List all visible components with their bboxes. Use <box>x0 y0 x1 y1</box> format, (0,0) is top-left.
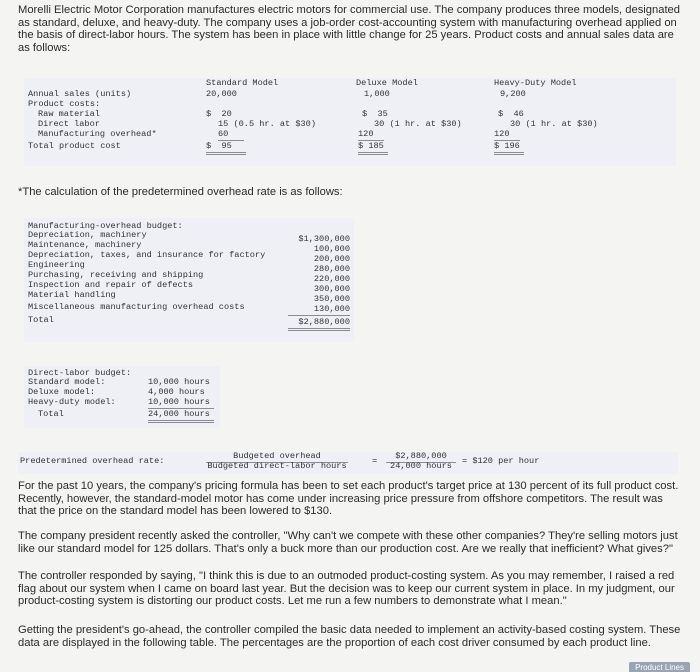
overhead-budget <box>24 218 354 342</box>
row-label: Manufacturing overhead* <box>38 129 157 139</box>
budget-item: Depreciation, taxes, and insurance for factory <box>28 250 266 260</box>
budget-item: Purchasing, receiving and shipping <box>28 270 204 280</box>
header-deluxe: Deluxe Model <box>356 78 418 88</box>
overhead-rate <box>18 452 678 474</box>
paragraph-controller: The controller responded by saying, "I think this is due to an outmoded product-costing system. As you may remember, I raised a red flag about our system when I came on board last year. But the decision was to keep our current system in place. In my judgment, our product-costing system is distorting our product costs. Let me run a few numbers to demonstrate what I mean." <box>18 570 675 608</box>
rate-den-value: 24,000 hours <box>390 461 452 471</box>
budget-value: $1,300,000 <box>298 234 350 244</box>
cell: 30 (1 hr. at $30) <box>374 119 462 129</box>
budget-value: 200,000 <box>313 254 350 264</box>
budget-total-label: Total <box>28 315 54 325</box>
cell: $ 46 <box>498 109 524 119</box>
rate-denominator: Budgeted direct-labor hours <box>207 461 347 471</box>
overhead-title: Manufacturing-overhead budget: <box>28 221 183 231</box>
budget-item: Miscellaneous manufacturing overhead costs <box>28 302 245 312</box>
header-standard: Standard Model <box>206 78 279 88</box>
product-lines-header: Product Lines <box>629 662 690 672</box>
budget-total-value: $2,880,000 <box>288 318 350 331</box>
labor-item: Heavy-duty model: <box>28 397 116 407</box>
budget-value: 100,000 <box>313 244 350 254</box>
budget-value: 220,000 <box>313 274 350 284</box>
cell: $ 196 <box>494 142 524 155</box>
intro-paragraph: Morelli Electric Motor Corporation manufactures electric motors for commercial use. The company produces three models, designated as standard, deluxe, and heavy-duty. The company uses a job-order cost-accounting system with manufacturing overhead applied on the basis of direct-labor hours. The system has been in place with little change for 25 years. Product costs and annual sales data are as follows: <box>18 4 681 54</box>
cell: 15 (0.5 hr. at $30) <box>218 119 316 129</box>
labor-budget <box>24 366 220 428</box>
cell: $ 35 <box>362 109 388 119</box>
rate-label: Predetermined overhead rate: <box>20 456 165 466</box>
cell: 9,200 <box>500 89 526 99</box>
paragraph-abc: Getting the president's go-ahead, the controller compiled the basic data needed to implement an activity-based costing system. These data are displayed in the following table. The percentages are the proportion of each cost driver consumed by each product line. <box>18 624 681 649</box>
cell: $ 20 <box>206 109 232 119</box>
budget-value: 300,000 <box>313 284 350 294</box>
labor-value: 10,000 hours <box>148 377 210 387</box>
budget-item: Material handling <box>28 290 116 300</box>
row-label: Raw material <box>38 109 100 119</box>
labor-value: 4,000 hours <box>148 387 205 397</box>
budget-item: Maintenance, machinery <box>28 240 142 250</box>
row-label: Annual sales (units) <box>28 89 132 99</box>
footnote: *The calculation of the predetermined overhead rate is as follows: <box>18 186 343 198</box>
budget-item: Engineering <box>28 260 85 270</box>
budget-value: 130,000 <box>288 305 350 316</box>
budget-item: Depreciation, machinery <box>28 230 147 240</box>
rate-num-value: $2,880,000 <box>386 452 456 463</box>
rate-result: = $120 per hour <box>462 456 540 466</box>
rate-equals: = <box>372 456 378 466</box>
row-label: Total product cost <box>28 141 121 151</box>
labor-title: Direct-labor budget: <box>28 368 132 378</box>
paragraph-president: The company president recently asked the controller, "Why can't we compete with these other companies? They're selling motors just like our standard model for 125 dollars. That's only a buck more than our production cost. Are we really that inefficient? What gives?" <box>18 530 678 555</box>
row-label: Product costs: <box>28 99 101 109</box>
cell: 60 <box>218 130 244 141</box>
row-label: Direct labor <box>38 119 100 129</box>
labor-item: Standard model: <box>28 377 106 387</box>
cell: 120 <box>358 130 384 141</box>
cell: $ 185 <box>358 142 388 155</box>
labor-item: Deluxe model: <box>28 387 96 397</box>
cell: $ 95 <box>206 142 246 155</box>
budget-item: Inspection and repair of defects <box>28 280 194 290</box>
header-heavy: Heavy-Duty Model <box>494 78 577 88</box>
labor-total-label: Total <box>38 409 64 419</box>
cell: 120 <box>494 130 520 141</box>
labor-total-value: 24,000 hours <box>148 410 214 423</box>
rate-numerator: Budgeted overhead <box>206 452 348 463</box>
budget-value: 350,000 <box>313 294 350 304</box>
budget-value: 280,000 <box>313 264 350 274</box>
product-cost-table <box>24 78 676 166</box>
cell: 20,000 <box>206 89 237 99</box>
paragraph-pricing: For the past 10 years, the company's pricing formula has been to set each product's target price at 130 percent of its full product cost. Recently, however, the standard-model motor has come under increasing price pressure from offshore competitors. The result was that the price on the standard model has been lowered to $130. <box>18 480 679 518</box>
labor-value: 10,000 hours <box>148 398 214 409</box>
cell: 30 (1 hr. at $30) <box>510 119 598 129</box>
cell: 1,000 <box>364 89 390 99</box>
